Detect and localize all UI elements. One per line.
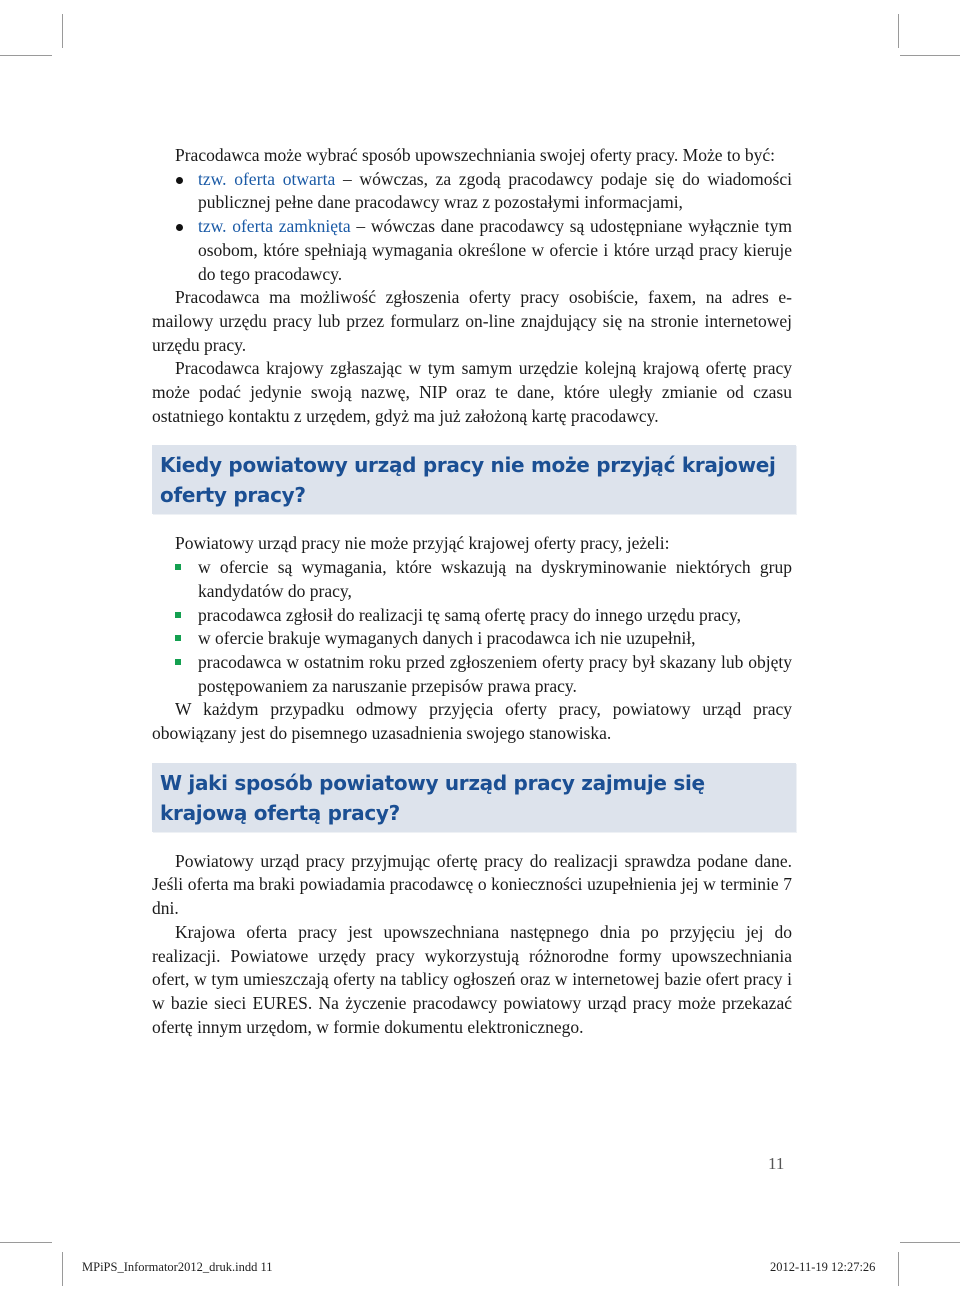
section-heading: W jaki sposób powiatowy urząd pracy zajmuje się krajową ofertą pracy? [160, 770, 705, 825]
page-number: 11 [768, 1154, 785, 1173]
paragraph: Powiatowy urząd pracy przyjmując ofertę pracy do realizacji sprawdza podane dane. Jeśli oferta ma braki powiadamia pracodawcę o konieczności uzupełnienia jej w terminie 7 dni. [152, 850, 792, 919]
list-item [152, 556, 792, 603]
paragraph: Pracodawca ma możliwość zgłoszenia oferty pracy osobiście, faxem, na adres e-mailowy urzędu pracy lub przez formularz on-line znajdujący się na stronie internetowej urzędu pracy. [152, 287, 792, 355]
crop-mark [900, 1242, 960, 1243]
offer-type-list [152, 168, 792, 287]
bullet-square-icon [175, 612, 181, 618]
list-item [152, 168, 792, 215]
bullet-dot-icon [176, 177, 183, 184]
list-item-text: pracodawca w ostatnim roku przed zgłoszeniem oferty pracy był skazany lub objęty postępowaniem za naruszanie przepisów prawa pracy. [198, 651, 792, 696]
list-item-text: – wówczas, za zgodą pracodawcy podaje się do wiadomości publicznej pełne dane pracodawcy wraz z pozostałymi informacjami, [198, 168, 792, 213]
page-content [152, 144, 792, 1039]
paragraph: Powiatowy urząd pracy nie może przyjąć krajowej oferty pracy, jeżeli: [175, 533, 670, 554]
crop-mark [0, 55, 52, 56]
list-item [152, 651, 792, 698]
term-prefix: tzw. [198, 168, 235, 189]
crop-mark [62, 14, 63, 48]
crop-mark [0, 1242, 52, 1243]
paragraph: W każdym przypadku odmowy przyjęcia oferty pracy, powiatowy urząd pracy obowiązany jest do pisemnego uzasadnienia swojego stanowiska. [152, 699, 792, 744]
crop-mark [900, 55, 960, 56]
bullet-square-icon [175, 635, 181, 641]
term-open-offer: oferta otwarta [234, 168, 336, 189]
section-heading-box [152, 445, 796, 514]
term-prefix: tzw. [198, 216, 233, 237]
refusal-reasons-list [152, 556, 792, 698]
footer-timestamp: 2012-11-19 12:27:26 [770, 1260, 876, 1274]
intro-paragraph: Pracodawca może wybrać sposób upowszechniania swojej oferty pracy. Może to być: [175, 145, 775, 165]
crop-mark [898, 14, 899, 48]
footer-file-name: MPiPS_Informator2012_druk.indd 11 [82, 1260, 273, 1274]
bullet-square-icon [175, 564, 181, 570]
list-item-text: – wówczas dane pracodawcy są udostępniane wyłącznie tym osobom, które spełniają wymagania określone w ofercie i które urząd pracy kieruje do tego pracodawcy. [198, 216, 792, 284]
paragraph: Krajowa oferta pracy jest upowszechniana następnego dnia po przyjęciu jej do realizacji. Powiatowe urzędy pracy wykorzystują różnorodne formy upowszechniania ofert, w tym umieszczają oferty na tablicy ogłoszeń oraz w internetowej bazie ofert pracy i w bazie sieci EURES. Na życzenie pracodawcy powiatowy urząd pracy może przekazać ofertę innym urzędom, w formie dokumentu elektronicznego. [152, 921, 792, 1037]
section-heading: Kiedy powiatowy urząd pracy nie może przyjąć krajowej oferty pracy? [160, 453, 776, 508]
list-item-text: pracodawca zgłosił do realizacji tę samą ofertę pracy do innego urzędu pracy, [198, 604, 742, 625]
list-item-text: w ofercie są wymagania, które wskazują na dyskryminowanie niektórych grup kandydatów do pracy, [198, 557, 792, 601]
list-item [152, 604, 792, 628]
bullet-dot-icon [176, 224, 183, 231]
list-item [152, 215, 792, 286]
crop-mark [898, 1252, 899, 1286]
paragraph: Pracodawca krajowy zgłaszając w tym samym urzędzie kolejną krajową ofertę pracy może podać jedynie swoją nazwę, NIP oraz te dane, które uległy zmianie od czasu ostatniego kontaktu z urzędem, gdyż ma już założoną kartę pracodawcy. [152, 358, 792, 426]
section-heading-box [152, 763, 796, 832]
list-item [152, 627, 792, 651]
crop-mark [62, 1252, 63, 1286]
list-item-text: w ofercie brakuje wymaganych danych i pracodawca ich nie uzupełnił, [198, 628, 696, 649]
bullet-square-icon [175, 659, 181, 665]
term-closed-offer: oferta zamknięta [232, 216, 351, 237]
